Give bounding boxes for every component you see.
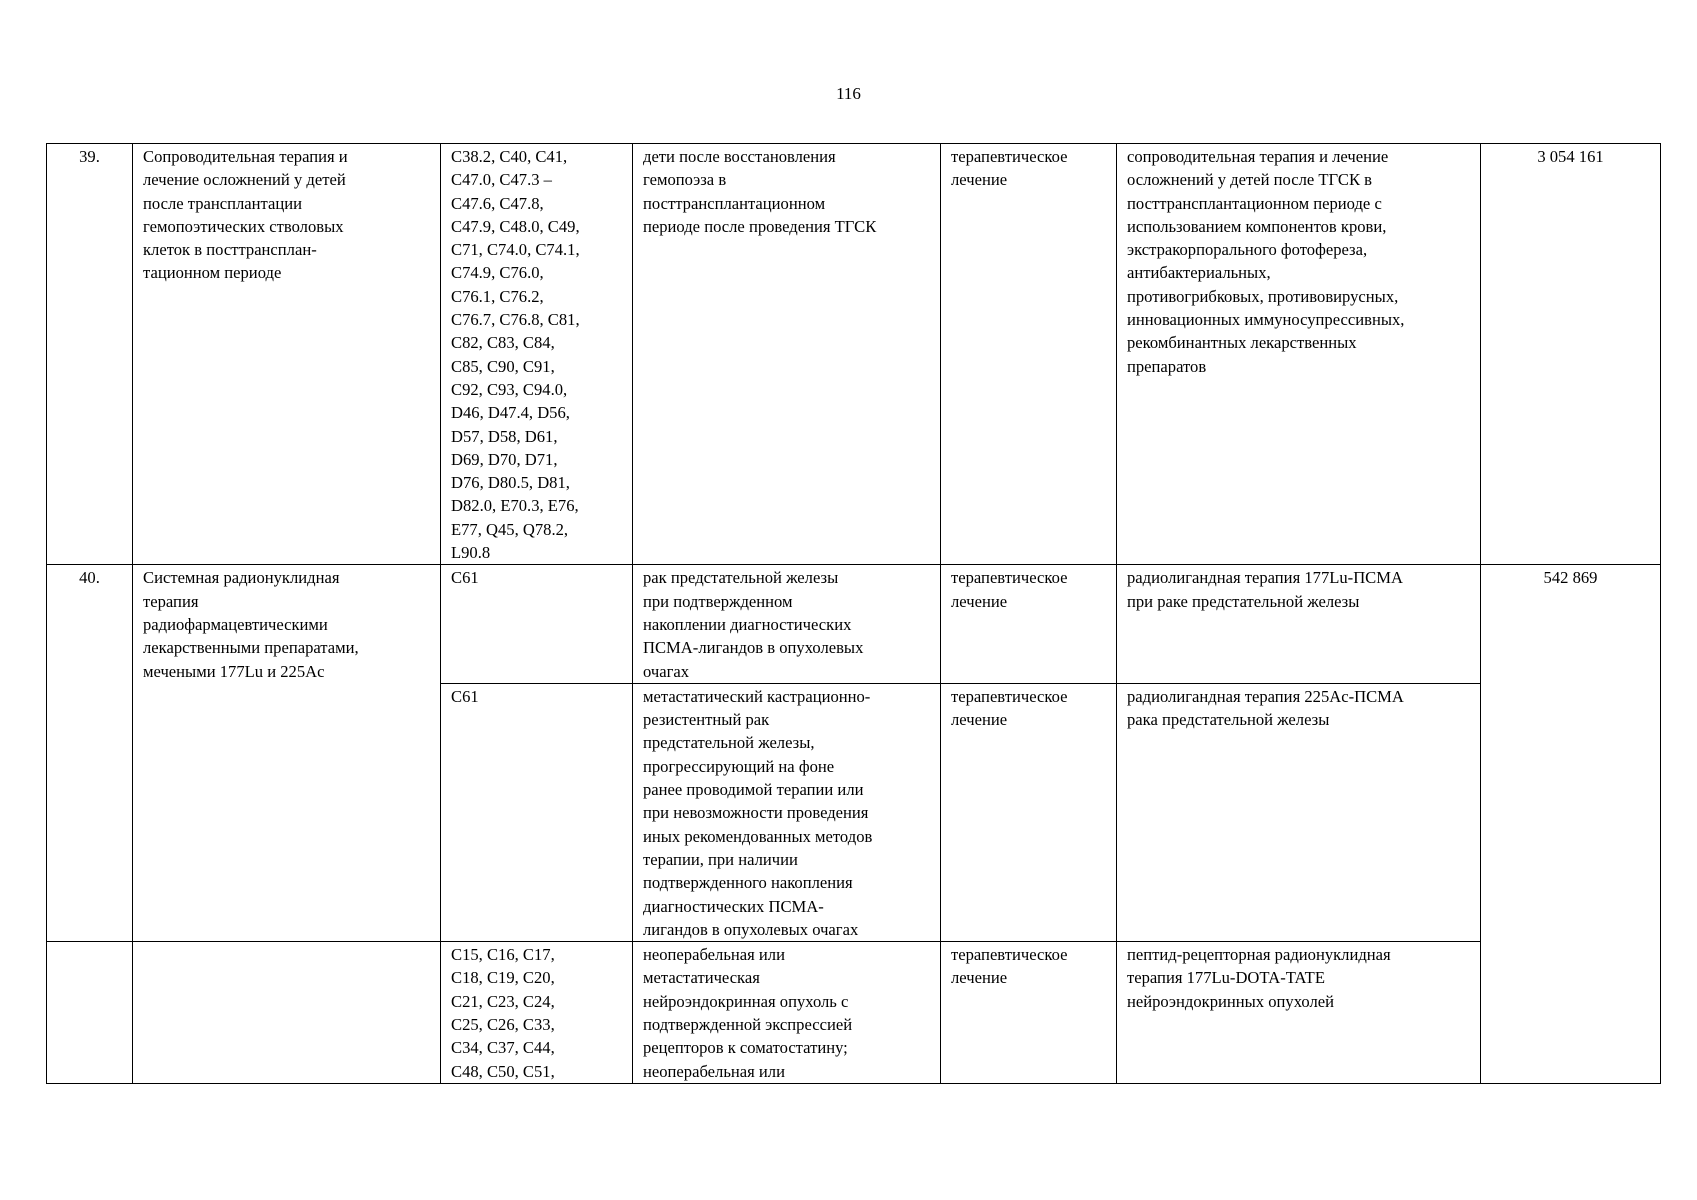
treatment-method: пептид-рецепторная радионуклидная терапия 177Lu-DOTA-TATE нейроэндокринных опухолей [1117, 942, 1481, 1084]
table-row [47, 942, 1661, 1084]
medical-services-table [46, 143, 1661, 1084]
patient-model: метастатический кастрационно- резистентный рак предстательной железы, прогрессирующий на фоне ранее проводимой терапии или при невозможности проведения иных рекомендованных методов терапии, при наличии подтвержденного накопления диагностических ПСМА- лигандов в опухолевых очагах [633, 683, 941, 941]
row-number: 40. [47, 565, 133, 942]
row-number: 39. [47, 144, 133, 565]
patient-model: неоперабельная или метастатическая нейроэндокринная опухоль с подтвержденной экспрессией рецепторов к соматостатину; неоперабельная или [633, 942, 941, 1084]
icd-codes: C38.2, C40, C41, C47.0, C47.3 – C47.6, C47.8, C47.9, C48.0, C49, C71, C74.0, C74.1, C74.9, C76.0, C76.1, C76.2, C76.7, C76.8, C81, C82, C83, C84, C85, C90, C91, C92, C93, C94.0, D46, D47.4, D56, D57, D58, D61, D69, D70, D71, D76, D80.5, D81, D82.0, E70.3, E76, E77, Q45, Q78.2, L90.8 [441, 144, 633, 565]
treatment-type: терапевтическое лечение [941, 144, 1117, 565]
patient-model: рак предстательной железы при подтвержденном накоплении диагностических ПСМА-лигандов в опухолевых очагах [633, 565, 941, 683]
table-row [47, 144, 1661, 565]
empty-cell [47, 942, 133, 1084]
treatment-type: терапевтическое лечение [941, 683, 1117, 941]
empty-cell [133, 942, 441, 1084]
cost-value: 3 054 161 [1481, 144, 1661, 565]
treatment-method: радиолигандная терапия 225Ac-ПСМА рака предстательной железы [1117, 683, 1481, 941]
treatment-method: радиолигандная терапия 177Lu-ПСМА при раке предстательной железы [1117, 565, 1481, 683]
patient-model: дети после восстановления гемопоэза в посттрансплантационном периоде после проведения ТГСК [633, 144, 941, 565]
cost-value: 542 869 [1481, 565, 1661, 1084]
treatment-type: терапевтическое лечение [941, 565, 1117, 683]
table-row [47, 565, 1661, 683]
treatment-method: сопроводительная терапия и лечение осложнений у детей после ТГСК в посттрансплантационном периоде с использованием компонентов крови, экстракорпорального фотофереза, антибактериальных, противогрибковых, противовирусных, инновационных иммуносупрессивных, рекомбинантных лекарственных препаратов [1117, 144, 1481, 565]
service-name: Системная радионуклидная терапия радиофармацевтическими лекарственными препаратами, мечеными 177Lu и 225Ac [133, 565, 441, 942]
icd-codes: C61 [441, 565, 633, 683]
icd-codes: C61 [441, 683, 633, 941]
icd-codes: C15, C16, C17, C18, C19, C20, C21, C23, C24, C25, C26, C33, C34, C37, C44, C48, C50, C51, [441, 942, 633, 1084]
service-name: Сопроводительная терапия и лечение осложнений у детей после трансплантации гемопоэтических стволовых клеток в посттрансплан- тационном периоде [133, 144, 441, 565]
page-number: 116 [836, 84, 861, 103]
treatment-type: терапевтическое лечение [941, 942, 1117, 1084]
